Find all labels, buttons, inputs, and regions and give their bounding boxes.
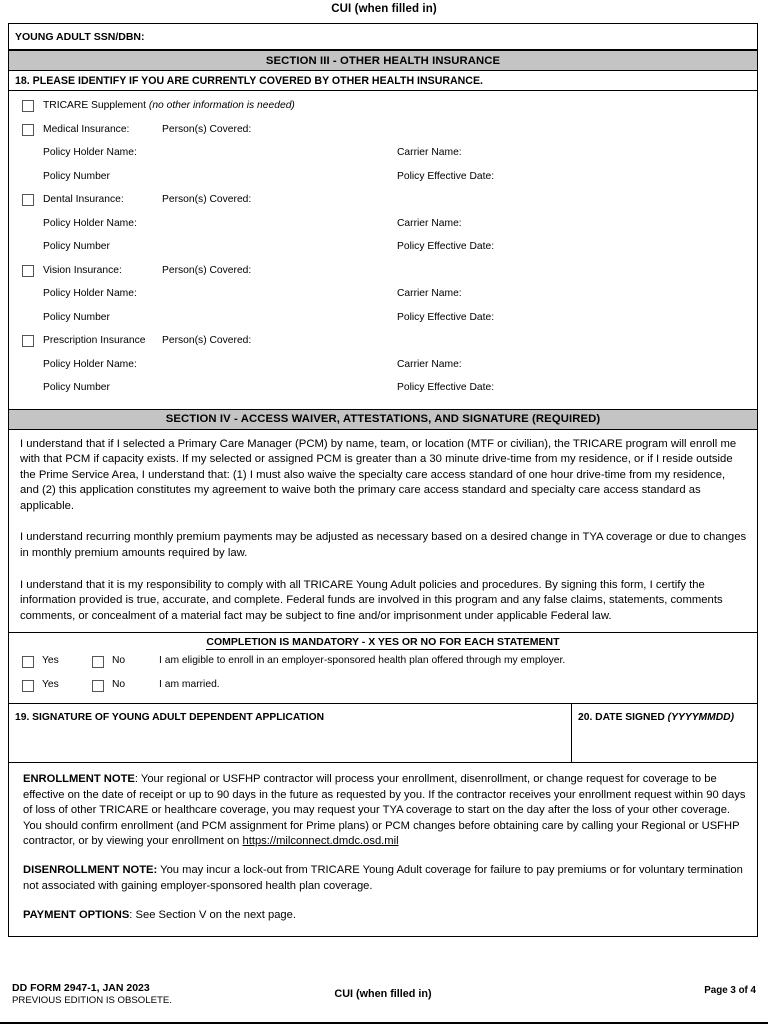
section-iii-header [9,50,757,71]
disenrollment-note [23,863,747,894]
vision-insurance-row[interactable] [9,262,757,286]
checkbox-vision-insurance[interactable] [22,265,34,277]
vision-policy-holder-row[interactable] [9,285,757,309]
bottom-rule [0,1022,768,1024]
statement-row-married[interactable] [9,676,757,700]
young-adult-ssn-row[interactable] [9,24,757,50]
checkbox-dental-insurance[interactable] [22,194,34,206]
enrollment-note-title: ENROLLMENT NOTE [23,773,135,786]
signature-field[interactable] [9,704,572,762]
enrollment-note [23,772,747,849]
section-iv-header [9,409,757,430]
vision-persons-covered-label: Person(s) Covered: [162,264,252,276]
prescription-policy-holder-row[interactable] [9,356,757,380]
label-married-yes: Yes [42,679,59,691]
prescription-carrier-name-label: Carrier Name: [397,358,462,370]
section-iv-title: SECTION IV - ACCESS WAIVER, ATTESTATIONS, AND SIGNATURE (REQUIRED) [165,413,601,425]
vision-insurance-label: Vision Insurance: [43,264,122,276]
tricare-supplement-label [43,100,295,111]
medical-policy-holder-row[interactable] [9,144,757,168]
section-iii-title: SECTION III - OTHER HEALTH INSURANCE [265,54,501,67]
payment-options-text: : See Section V on the next page. [129,909,296,922]
label-employer-plan-yes: Yes [42,655,59,667]
prescription-policy-effective-date-label: Policy Effective Date: [397,382,495,393]
tricare-supplement-text: TRICARE Supplement [43,100,147,111]
medical-insurance-label: Medical Insurance: [43,123,130,135]
disenrollment-note-title: DISENROLLMENT NOTE: [23,864,158,877]
medical-policy-number-label: Policy Number [43,170,110,182]
statement-row-employer-plan[interactable] [9,652,757,676]
tricare-supplement-row[interactable] [9,97,757,121]
form-body [8,23,758,937]
checkbox-prescription-insurance[interactable] [22,335,34,347]
dental-insurance-row[interactable] [9,191,757,215]
signature-label: 19. SIGNATURE OF YOUNG ADULT DEPENDENT APPLICATION [15,712,325,724]
payment-options-note [23,908,747,923]
young-adult-ssn-label: YOUNG ADULT SSN/DBN: [15,30,145,43]
dental-carrier-name-label: Carrier Name: [397,217,462,229]
vision-policy-number-label: Policy Number [43,311,110,323]
checkbox-married-yes[interactable] [22,680,34,692]
vision-policy-holder-name-label: Policy Holder Name: [43,288,137,299]
medical-policy-holder-name-label: Policy Holder Name: [43,147,137,158]
checkbox-tricare-supplement[interactable] [22,100,34,112]
signature-row [9,704,757,763]
attestation-paragraph-1: I understand that if I selected a Primary Care Manager (PCM) by name, team, or location (MTF or civilian), the TRICARE program will enroll me with that PCM if capacity exists. If my selected or assigned PCM is greater than a 30 minute drive-time from my residence, or if I reside outside the Prime Service Area, I understand that: (1) I must also waive the specialty care access standard of one hour drive-time from my residence, and (2) this application constitutes my agreement to waive both the primary care access standard and specialty care access standard as applicable. [20,437,737,512]
vision-policy-number-row[interactable] [9,309,757,333]
statement-text-employer-plan: I am eligible to enroll in an employer-sponsored health plan offered through my employer. [159,655,566,667]
dental-policy-effective-date-label: Policy Effective Date: [397,241,495,252]
checkbox-medical-insurance[interactable] [22,124,34,136]
page-number: Page 3 of 4 [704,985,756,996]
prescription-insurance-row[interactable] [9,332,757,356]
date-signed-field[interactable] [572,704,757,762]
checkbox-employer-plan-no[interactable] [92,656,104,668]
prescription-policy-holder-name-label: Policy Holder Name: [43,358,137,370]
date-signed-text: 20. DATE SIGNED [578,712,665,724]
prescription-policy-number-row[interactable] [9,379,757,403]
medical-insurance-row[interactable] [9,121,757,145]
mandatory-completion-text: COMPLETION IS MANDATORY - X YES OR NO FOR EACH STATEMENT [206,636,560,649]
vision-policy-effective-date-label: Policy Effective Date: [397,311,495,323]
date-signed-format: (YYYYMMDD) [667,712,735,724]
medical-persons-covered-label: Person(s) Covered: [162,123,252,135]
enrollment-note-text: : Your regional or USFHP contractor will process your enrollment, disenrollment, or change request for coverage to be effective on the date of receipt or up to 90 days in the future as requested by you. If the contractor receives your enrollment request within 90 days of loss of other TRICARE or healthcare coverage, you may request your TYA coverage to start on the day after the loss of your other coverage. You should confirm enrollment (and PCM assignment for Prime plans) or PCM changes before obtaining care by calling your Regional or USFHP contractor, or by viewing your enrollment on [23,773,746,848]
mandatory-completion-title [9,633,757,652]
checkbox-employer-plan-yes[interactable] [22,656,34,668]
prescription-persons-covered-label: Person(s) Covered: [162,335,252,346]
cui-banner-bottom: CUI (when filled in) [334,988,432,1000]
question-18-header [9,71,757,91]
medical-carrier-name-label: Carrier Name: [397,147,462,158]
attestation-paragraph-3: I understand that it is my responsibility to comply with all TRICARE Young Adult policies and procedures. By signing this form, I certify the information provided is true, accurate, and complete. Federal funds are involved in this program and any false claims, statements, comments comments, or concealment of a material fact may be subject to fine and/or imprisonment under applicable Federal law. [20,578,723,622]
form-id: DD FORM 2947-1, JAN 2023 [12,982,150,994]
disenrollment-note-text: You may incur a lock-out from TRICARE Young Adult coverage for failure to pay premiums or for voluntary termination not associated with gaining employer-sponsored health plan coverage. [23,864,743,892]
other-health-insurance-area [9,91,757,409]
attestation-paragraph-2: I understand recurring monthly premium payments may be adjusted as necessary based on a desired change in TYA coverage or due to changes in monthly premium amounts required by law. [20,531,747,560]
payment-options-title: PAYMENT OPTIONS [23,909,130,922]
notes-block [9,763,757,935]
label-married-no: No [112,679,126,691]
dental-policy-number-label: Policy Number [43,241,110,252]
dental-policy-number-row[interactable] [9,238,757,262]
question-18-text: 18. PLEASE IDENTIFY IF YOU ARE CURRENTLY COVERED BY OTHER HEALTH INSURANCE. [15,74,483,87]
previous-edition-note: PREVIOUS EDITION IS OBSOLETE. [12,995,172,1006]
attestation-paragraphs [9,430,757,634]
vision-carrier-name-label: Carrier Name: [397,288,462,299]
label-employer-plan-no: No [112,655,126,667]
dental-policy-holder-name-label: Policy Holder Name: [43,217,137,229]
tricare-supplement-note: (no other information is needed) [148,100,295,111]
page-footer [8,982,758,1016]
mandatory-completion-block [9,633,757,704]
medical-policy-number-row[interactable] [9,168,757,192]
cui-banner-top: CUI (when filled in) [331,3,437,15]
dental-persons-covered-label: Person(s) Covered: [162,194,252,205]
dental-insurance-label: Dental Insurance: [43,194,124,205]
prescription-insurance-label: Prescription Insurance [43,335,146,346]
checkbox-married-no[interactable] [92,680,104,692]
statement-text-married: I am married. [159,679,220,691]
dental-policy-holder-row[interactable] [9,215,757,239]
prescription-policy-number-label: Policy Number [43,382,110,393]
medical-policy-effective-date-label: Policy Effective Date: [397,170,495,182]
milconnect-link[interactable]: https://milconnect.dmdc.osd.mil [242,835,399,848]
date-signed-label [578,712,734,723]
